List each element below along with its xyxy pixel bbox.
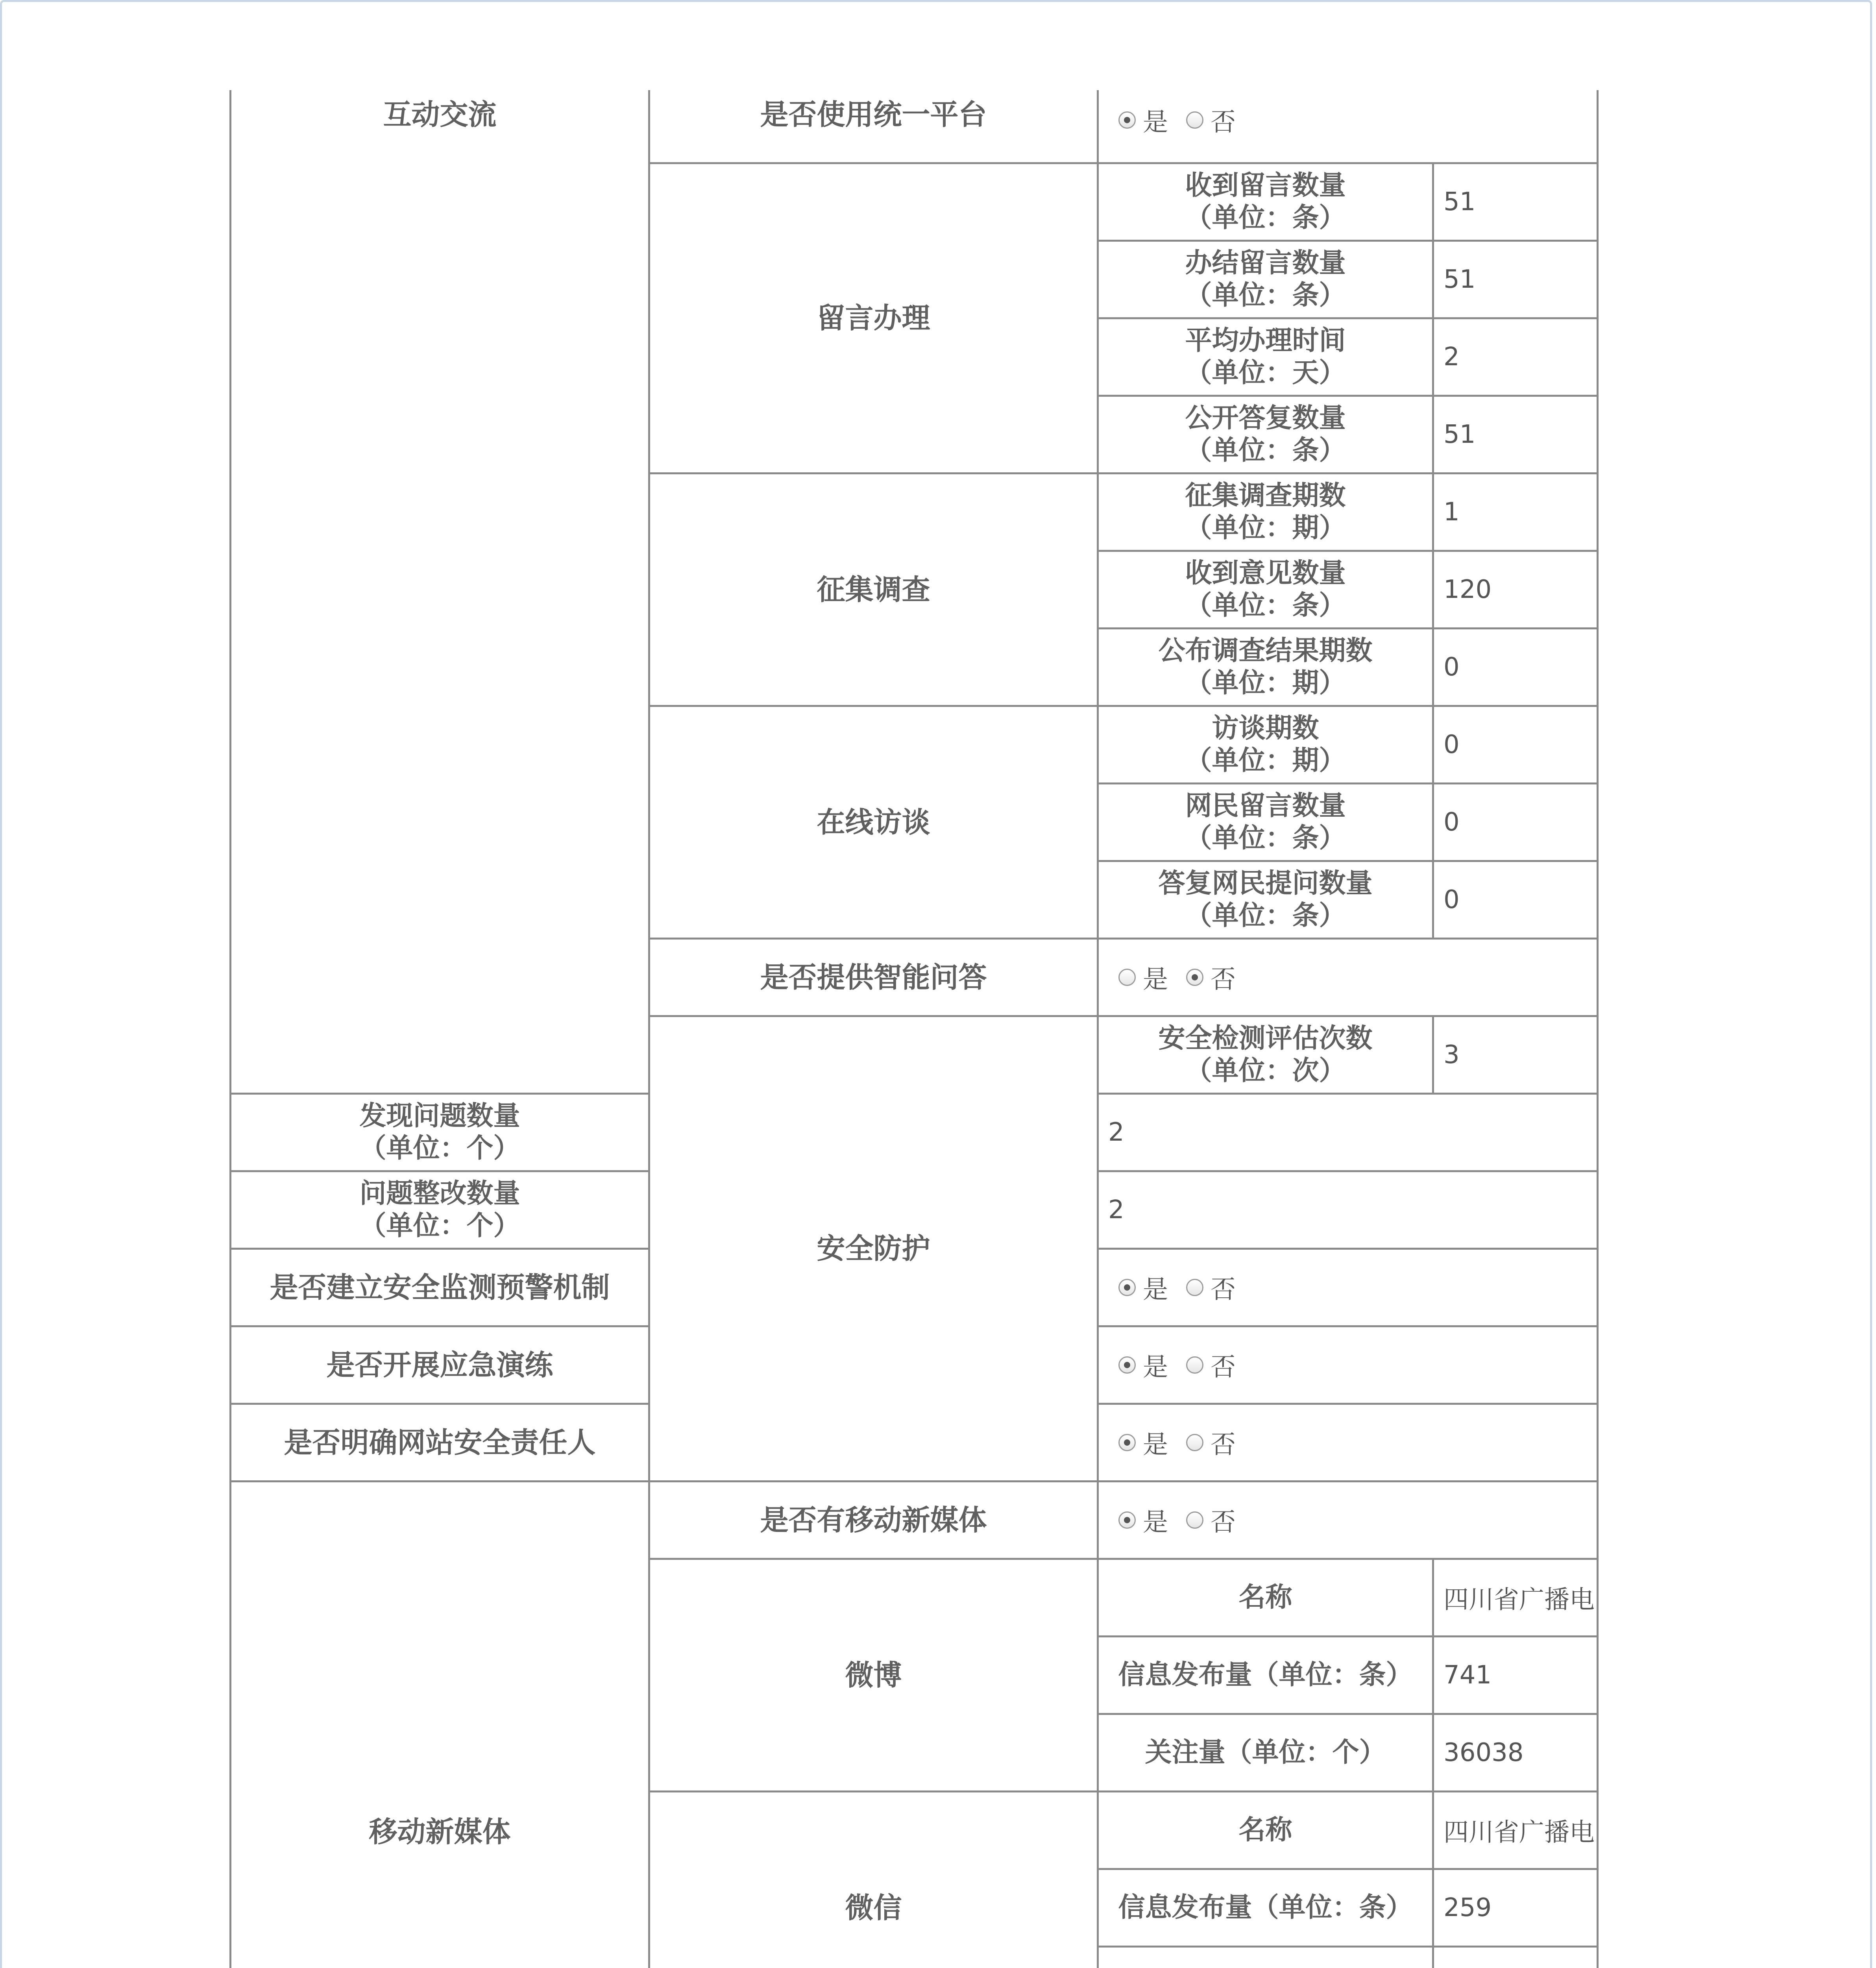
survey-opinions-label: 收到意见数量 （单位：条） xyxy=(1098,551,1433,628)
weibo-followers-input[interactable]: 36038 xyxy=(1433,1714,1598,1791)
wechat-subs-input[interactable] xyxy=(1433,1946,1598,1968)
weibo-posts-input[interactable]: 741 xyxy=(1433,1636,1598,1714)
media-has-no-radio[interactable] xyxy=(1186,1511,1203,1529)
security-drill-yes-radio[interactable] xyxy=(1118,1356,1136,1374)
survey-results-label: 公布调查结果期数 （单位：期） xyxy=(1098,628,1433,706)
row-media-has xyxy=(231,1481,1598,1559)
section-interaction-title xyxy=(231,90,649,1093)
security-drill-no-label: 否 xyxy=(1211,1352,1236,1382)
section-media-title: 移动新媒体 xyxy=(231,1481,649,1968)
media-has-yes-radio[interactable] xyxy=(1118,1511,1136,1529)
security-responsible-no-radio[interactable] xyxy=(1186,1434,1203,1451)
unified-platform-options xyxy=(1098,90,1598,163)
messages-title: 留言办理 xyxy=(649,163,1098,473)
security-responsible-no-label: 否 xyxy=(1211,1430,1236,1459)
smart-qa-options xyxy=(1098,938,1598,1016)
security-fixed-value[interactable]: 2 xyxy=(1098,1171,1598,1248)
interview-replies-label: 答复网民提问数量 （单位：条） xyxy=(1098,861,1433,938)
messages-public-reply-value[interactable]: 51 xyxy=(1433,396,1598,473)
security-responsible-yes-label: 是 xyxy=(1143,1430,1168,1459)
wechat-posts-label: 信息发布量（单位：条） xyxy=(1098,1869,1433,1946)
weibo-title: 微博 xyxy=(649,1559,1098,1791)
security-responsible-yes-radio[interactable] xyxy=(1118,1434,1136,1451)
report-table xyxy=(229,90,1599,1968)
security-issues-value[interactable]: 2 xyxy=(1098,1093,1598,1171)
security-fixed-label: 问题整改数量 （单位：个） xyxy=(231,1171,649,1248)
messages-avg-time-label: 平均办理时间 （单位：天） xyxy=(1098,318,1433,396)
weibo-name-label: 名称 xyxy=(1098,1559,1433,1636)
unified-platform-no-label: 否 xyxy=(1211,108,1236,137)
wechat-name-label: 名称 xyxy=(1098,1791,1433,1869)
security-responsible-label: 是否明确网站安全责任人 xyxy=(231,1404,649,1481)
security-tests-label: 安全检测评估次数 （单位：次） xyxy=(1098,1016,1433,1093)
smart-qa-yes-label: 是 xyxy=(1143,965,1168,994)
security-warning-no-radio[interactable] xyxy=(1186,1279,1203,1296)
survey-title: 征集调查 xyxy=(649,473,1098,706)
security-tests-value[interactable]: 3 xyxy=(1433,1016,1598,1093)
messages-received-value[interactable]: 51 xyxy=(1433,163,1598,240)
section-interaction-label: 互动交流 xyxy=(383,98,497,131)
security-drill-yes-label: 是 xyxy=(1143,1352,1168,1382)
report-table-wrapper xyxy=(229,90,1597,1968)
media-has-no-label: 否 xyxy=(1211,1507,1236,1537)
interview-title: 在线访谈 xyxy=(649,706,1098,938)
section-security-title: 安全防护 xyxy=(649,1016,1098,1481)
interview-periods-label: 访谈期数 （单位：期） xyxy=(1098,706,1433,783)
security-warning-label: 是否建立安全监测预警机制 xyxy=(231,1248,649,1326)
media-has-options xyxy=(1098,1481,1598,1559)
weibo-name-input[interactable]: 四川省广播电 xyxy=(1433,1559,1598,1636)
interview-messages-value[interactable]: 0 xyxy=(1433,783,1598,861)
messages-avg-time-value[interactable]: 2 xyxy=(1433,318,1598,396)
survey-periods-label: 征集调查期数 （单位：期） xyxy=(1098,473,1433,551)
smart-qa-no-label: 否 xyxy=(1211,965,1236,994)
unified-platform-yes-label: 是 xyxy=(1143,108,1168,137)
messages-closed-label: 办结留言数量 （单位：条） xyxy=(1098,240,1433,318)
security-drill-no-radio[interactable] xyxy=(1186,1356,1203,1374)
row-unified-platform xyxy=(231,90,1598,163)
security-drill-options xyxy=(1098,1326,1598,1404)
security-drill-label: 是否开展应急演练 xyxy=(231,1326,649,1404)
smart-qa-label: 是否提供智能问答 xyxy=(649,938,1098,1016)
security-issues-label: 发现问题数量 （单位：个） xyxy=(231,1093,649,1171)
media-has-label: 是否有移动新媒体 xyxy=(649,1481,1098,1559)
messages-closed-value[interactable]: 51 xyxy=(1433,240,1598,318)
unified-platform-no-radio[interactable] xyxy=(1186,111,1203,129)
interview-messages-label: 网民留言数量 （单位：条） xyxy=(1098,783,1433,861)
security-warning-options xyxy=(1098,1248,1598,1326)
wechat-title: 微信 xyxy=(649,1791,1098,1968)
survey-results-value[interactable]: 0 xyxy=(1433,628,1598,706)
security-warning-yes-label: 是 xyxy=(1143,1275,1168,1304)
security-warning-no-label: 否 xyxy=(1211,1275,1236,1304)
media-has-yes-label: 是 xyxy=(1143,1507,1168,1537)
weibo-followers-label: 关注量（单位：个） xyxy=(1098,1714,1433,1791)
security-warning-yes-radio[interactable] xyxy=(1118,1279,1136,1296)
interview-replies-value[interactable]: 0 xyxy=(1433,861,1598,938)
survey-periods-value[interactable]: 1 xyxy=(1433,473,1598,551)
survey-opinions-value[interactable]: 120 xyxy=(1433,551,1598,628)
interview-periods-value[interactable]: 0 xyxy=(1433,706,1598,783)
smart-qa-no-radio[interactable] xyxy=(1186,969,1203,986)
security-responsible-options xyxy=(1098,1404,1598,1481)
messages-received-label: 收到留言数量 （单位：条） xyxy=(1098,163,1433,240)
wechat-name-input[interactable]: 四川省广播电 xyxy=(1433,1791,1598,1869)
weibo-posts-label: 信息发布量（单位：条） xyxy=(1098,1636,1433,1714)
unified-platform-label: 是否使用统一平台 xyxy=(649,90,1098,163)
wechat-posts-input[interactable]: 259 xyxy=(1433,1869,1598,1946)
smart-qa-yes-radio[interactable] xyxy=(1118,969,1136,986)
wechat-subs-label xyxy=(1098,1946,1433,1968)
messages-public-reply-label: 公开答复数量 （单位：条） xyxy=(1098,396,1433,473)
unified-platform-yes-radio[interactable] xyxy=(1118,111,1136,129)
